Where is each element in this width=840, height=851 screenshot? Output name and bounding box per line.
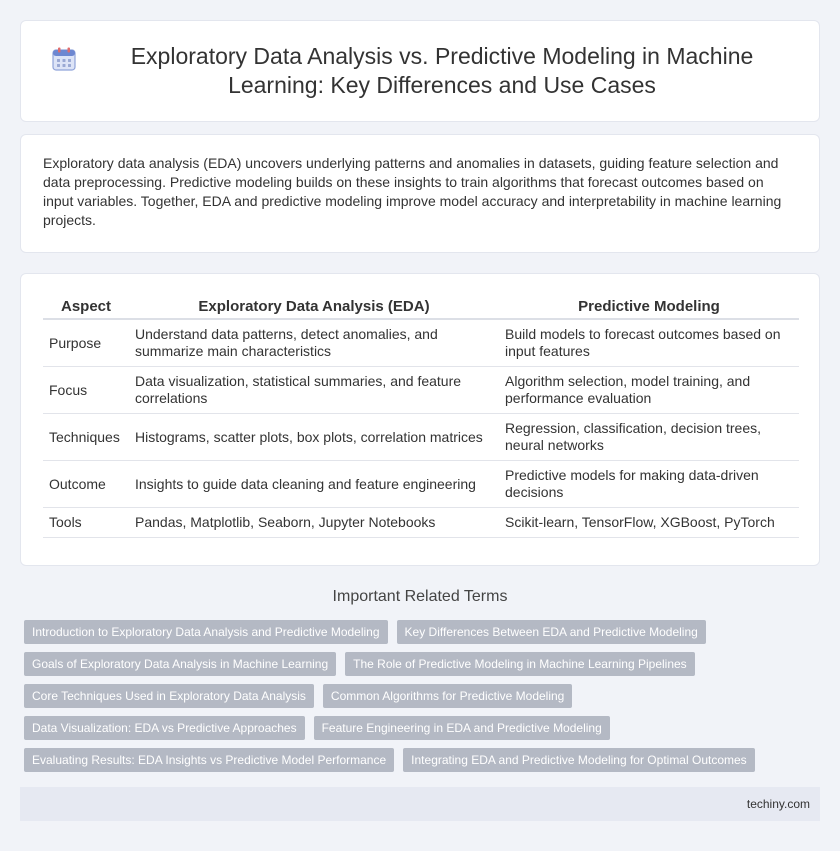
- cell-predictive: Predictive models for making data-driven decisions: [499, 461, 799, 508]
- cell-eda: Pandas, Matplotlib, Seaborn, Jupyter Notebooks: [129, 508, 499, 538]
- title-wrap: [21, 42, 819, 100]
- table-header-row: [43, 294, 799, 320]
- cell-aspect: Tools: [43, 508, 129, 538]
- related-term-link[interactable]: The Role of Predictive Modeling in Machine Learning Pipelines: [345, 652, 695, 676]
- intro-card: [20, 134, 820, 253]
- comparison-table: [43, 294, 799, 538]
- tag-row: [24, 652, 820, 676]
- related-term-link[interactable]: Introduction to Exploratory Data Analysis and Predictive Modeling: [24, 620, 388, 644]
- table-row: [43, 414, 799, 461]
- related-term-link[interactable]: Feature Engineering in EDA and Predictive Modeling: [314, 716, 610, 740]
- header-predictive: Predictive Modeling: [499, 294, 799, 320]
- tag-row: [24, 684, 820, 708]
- cell-aspect: Techniques: [43, 414, 129, 461]
- related-term-link[interactable]: Integrating EDA and Predictive Modeling for Optimal Outcomes: [403, 748, 755, 772]
- page-title: Exploratory Data Analysis vs. Predictive Modeling in Machine Learning: Key Differences and Use Cases: [130, 43, 754, 98]
- cell-predictive: Build models to forecast outcomes based on input features: [499, 320, 799, 367]
- cell-eda: Histograms, scatter plots, box plots, correlation matrices: [129, 414, 499, 461]
- cell-predictive: Scikit-learn, TensorFlow, XGBoost, PyTorch: [499, 508, 799, 538]
- table-row: [43, 320, 799, 367]
- footer: [20, 787, 820, 821]
- intro-paragraph: Exploratory data analysis (EDA) uncovers underlying patterns and anomalies in datasets, guiding feature selection and data preprocessing. Predictive modeling builds on these insights to train algorithms that forecast outcomes based on input variables. Together, EDA and predictive modeling improve model accuracy and interpretability in machine learning projects.: [43, 155, 782, 228]
- cell-eda: Data visualization, statistical summaries, and feature correlations: [129, 367, 499, 414]
- tag-row: [24, 716, 820, 740]
- header-aspect: Aspect: [43, 294, 129, 320]
- related-term-link[interactable]: Key Differences Between EDA and Predictive Modeling: [397, 620, 706, 644]
- comparison-card: [20, 273, 820, 566]
- cell-predictive: Regression, classification, decision trees, neural networks: [499, 414, 799, 461]
- footer-site-link[interactable]: techiny.com: [746, 797, 810, 811]
- header-eda: Exploratory Data Analysis (EDA): [129, 294, 499, 320]
- related-terms-heading: Important Related Terms: [332, 588, 508, 605]
- cell-aspect: Outcome: [43, 461, 129, 508]
- related-term-link[interactable]: Evaluating Results: EDA Insights vs Predictive Model Performance: [24, 748, 394, 772]
- calendar-icon: [51, 46, 77, 72]
- cell-eda: Insights to guide data cleaning and feature engineering: [129, 461, 499, 508]
- related-term-link[interactable]: Goals of Exploratory Data Analysis in Machine Learning: [24, 652, 336, 676]
- related-term-link[interactable]: Core Techniques Used in Exploratory Data Analysis: [24, 684, 314, 708]
- cell-aspect: Purpose: [43, 320, 129, 367]
- related-term-link[interactable]: Data Visualization: EDA vs Predictive Approaches: [24, 716, 305, 740]
- related-terms-list: [24, 620, 820, 780]
- table-row: [43, 508, 799, 538]
- cell-predictive: Algorithm selection, model training, and performance evaluation: [499, 367, 799, 414]
- tag-row: [24, 748, 820, 772]
- table-row: [43, 367, 799, 414]
- tag-row: [24, 620, 820, 644]
- cell-aspect: Focus: [43, 367, 129, 414]
- cell-eda: Understand data patterns, detect anomalies, and summarize main characteristics: [129, 320, 499, 367]
- title-card: [20, 20, 820, 122]
- related-term-link[interactable]: Common Algorithms for Predictive Modeling: [323, 684, 572, 708]
- table-row: [43, 461, 799, 508]
